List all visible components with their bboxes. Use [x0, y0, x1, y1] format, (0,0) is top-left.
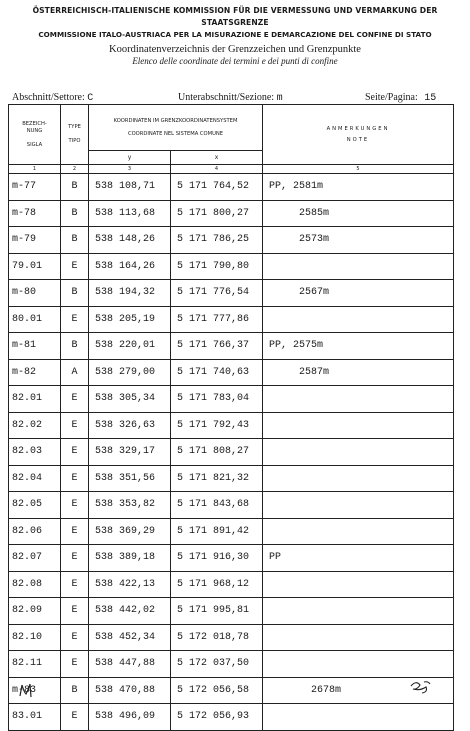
type-header-line: TIPO: [68, 138, 81, 144]
subsection-field: [178, 92, 283, 104]
x-coordinate-cell: 5 171 790,80: [171, 253, 263, 280]
x-coordinate-cell: 5 172 018,78: [171, 624, 263, 651]
type-cell: E: [61, 439, 89, 466]
table-row: [9, 333, 454, 360]
x-coordinate-cell: 5 171 995,81: [171, 598, 263, 625]
designation-cell: 82.02: [9, 412, 61, 439]
type-cell: B: [61, 227, 89, 254]
x-coordinate-cell: 5 171 968,12: [171, 571, 263, 598]
designation-cell: 80.01: [9, 306, 61, 333]
coordinates-header: [89, 105, 263, 151]
y-coordinate-cell: 538 220,01: [89, 333, 171, 360]
note-cell: [263, 571, 454, 598]
y-coordinate-cell: 538 305,34: [89, 386, 171, 413]
remarks-header-italian: NOTE: [346, 136, 370, 143]
note-cell: [263, 492, 454, 519]
table-row: [9, 598, 454, 625]
title-german: Koordinatenverzeichnis der Grenzzeichen und Grenzpunkte: [109, 44, 361, 55]
designation-cell: 83.01: [9, 704, 61, 731]
type-cell: A: [61, 359, 89, 386]
x-coordinate-cell: 5 171 916,30: [171, 545, 263, 572]
y-coordinate-cell: 538 452,34: [89, 624, 171, 651]
note-cell: [263, 412, 454, 439]
page-field: [365, 92, 436, 104]
note-cell: 2573m: [263, 227, 454, 254]
table-row: [9, 465, 454, 492]
note-cell: PP: [263, 545, 454, 572]
y-coordinate-cell: 538 194,32: [89, 280, 171, 307]
designation-header-line: [9, 135, 60, 142]
type-cell: E: [61, 598, 89, 625]
type-cell: B: [61, 677, 89, 704]
y-coordinate-cell: 538 279,00: [89, 359, 171, 386]
x-coordinate-cell: 5 171 777,86: [171, 306, 263, 333]
designation-header: [9, 105, 61, 165]
y-coordinate-cell: 538 442,02: [89, 598, 171, 625]
subsection-value: m: [276, 93, 283, 104]
table-body: [9, 174, 454, 731]
type-cell: B: [61, 333, 89, 360]
column-number: 3: [89, 165, 171, 174]
x-coordinate-cell: 5 171 776,54: [171, 280, 263, 307]
table-row: [9, 253, 454, 280]
note-cell: [263, 439, 454, 466]
type-cell: E: [61, 571, 89, 598]
table-row: [9, 359, 454, 386]
table-row: [9, 174, 454, 201]
designation-cell: 82.04: [9, 465, 61, 492]
x-coordinate-cell: 5 171 808,27: [171, 439, 263, 466]
y-coordinate-cell: 538 447,88: [89, 651, 171, 678]
x-coordinate-cell: 5 171 891,42: [171, 518, 263, 545]
type-cell: E: [61, 704, 89, 731]
y-coordinate-cell: 538 389,18: [89, 545, 171, 572]
designation-cell: 82.03: [9, 439, 61, 466]
designation-cell: 82.11: [9, 651, 61, 678]
note-cell: PP, 2581m: [263, 174, 454, 201]
handwritten-initial-left: [16, 682, 38, 705]
type-cell: E: [61, 492, 89, 519]
column-number: 5: [263, 165, 454, 174]
type-cell: E: [61, 624, 89, 651]
designation-cell: 82.09: [9, 598, 61, 625]
x-coordinate-cell: 5 171 800,27: [171, 200, 263, 227]
note-cell: [263, 386, 454, 413]
designation-cell: m-78: [9, 200, 61, 227]
y-column-header: y: [89, 151, 171, 165]
type-header: [61, 105, 89, 165]
x-coordinate-cell: 5 171 821,32: [171, 465, 263, 492]
type-cell: B: [61, 200, 89, 227]
type-cell: E: [61, 518, 89, 545]
table-row: [9, 624, 454, 651]
y-coordinate-cell: 538 353,82: [89, 492, 171, 519]
type-cell: E: [61, 545, 89, 572]
y-coordinate-cell: 538 113,68: [89, 200, 171, 227]
type-cell: E: [61, 651, 89, 678]
remarks-header-german: ANMERKUNGEN: [326, 125, 390, 132]
table-header: [9, 105, 454, 174]
y-coordinate-cell: 538 422,13: [89, 571, 171, 598]
designation-cell: m-80: [9, 280, 61, 307]
type-cell: E: [61, 465, 89, 492]
remarks-header: [263, 105, 454, 165]
type-cell: B: [61, 280, 89, 307]
y-coordinate-cell: 538 326,63: [89, 412, 171, 439]
y-coordinate-cell: 538 108,71: [89, 174, 171, 201]
designation-cell: 82.01: [9, 386, 61, 413]
table-row: [9, 677, 454, 704]
table-row: [9, 651, 454, 678]
y-coordinate-cell: 538 369,29: [89, 518, 171, 545]
note-cell: [263, 651, 454, 678]
x-coordinate-cell: 5 171 783,04: [171, 386, 263, 413]
type-cell: B: [61, 174, 89, 201]
x-coordinate-cell: 5 171 764,52: [171, 174, 263, 201]
x-coordinate-cell: 5 172 037,50: [171, 651, 263, 678]
x-coordinate-cell: 5 171 740,63: [171, 359, 263, 386]
table-row: [9, 518, 454, 545]
designation-cell: m-81: [9, 333, 61, 360]
x-column-header: x: [171, 151, 263, 165]
y-coordinate-cell: 538 496,09: [89, 704, 171, 731]
x-coordinate-cell: 5 172 056,93: [171, 704, 263, 731]
note-cell: [263, 598, 454, 625]
section-label: Abschnitt/Settore:: [12, 92, 85, 103]
note-cell: [263, 253, 454, 280]
column-number: 4: [171, 165, 263, 174]
table-row: [9, 492, 454, 519]
note-cell: [263, 704, 454, 731]
table-row: [9, 227, 454, 254]
column-number: 2: [61, 165, 89, 174]
handwritten-initial-right: [408, 678, 432, 701]
type-cell: E: [61, 412, 89, 439]
designation-cell: 82.05: [9, 492, 61, 519]
table-row: [9, 545, 454, 572]
note-cell: [263, 518, 454, 545]
subsection-label: Unterabschnitt/Sezione:: [178, 92, 275, 103]
section-value: C: [87, 93, 94, 104]
y-coordinate-cell: 538 329,17: [89, 439, 171, 466]
note-cell: 2587m: [263, 359, 454, 386]
designation-cell: 82.06: [9, 518, 61, 545]
type-header-line: TYPE: [68, 124, 81, 130]
y-coordinate-cell: 538 351,56: [89, 465, 171, 492]
table-row: [9, 412, 454, 439]
type-cell: E: [61, 386, 89, 413]
x-coordinate-cell: 5 171 766,37: [171, 333, 263, 360]
note-cell: 2567m: [263, 280, 454, 307]
table-row: [9, 386, 454, 413]
title-italian: Elenco delle coordinate dei termini e dei punti di confine: [132, 56, 338, 66]
column-number: 1: [9, 165, 61, 174]
coordinates-header-italian: COORDINATE NEL SISTEMA COMUNE: [127, 130, 224, 137]
y-coordinate-cell: 538 164,26: [89, 253, 171, 280]
coordinate-table: [8, 104, 454, 731]
x-coordinate-cell: 5 171 786,25: [171, 227, 263, 254]
type-header-line: [61, 131, 88, 138]
document-title: [0, 43, 470, 67]
y-coordinate-cell: 538 148,26: [89, 227, 171, 254]
type-cell: E: [61, 306, 89, 333]
designation-cell: m-77: [9, 174, 61, 201]
note-cell: PP, 2575m: [263, 333, 454, 360]
page-value: 15: [424, 93, 437, 104]
designation-cell: 82.08: [9, 571, 61, 598]
x-coordinate-cell: 5 172 056,58: [171, 677, 263, 704]
designation-cell: 82.07: [9, 545, 61, 572]
type-cell: E: [61, 253, 89, 280]
coordinates-header-german: KOORDINATEN IM GRENZKOORDINATENSYSTEM: [113, 117, 238, 124]
designation-header-line: SIGLA: [26, 141, 43, 148]
table-row: [9, 704, 454, 731]
commission-header: [0, 5, 470, 41]
table-row: [9, 280, 454, 307]
table-row: [9, 200, 454, 227]
designation-cell: m-79: [9, 227, 61, 254]
designation-header-line: BEZEICH-: [22, 120, 47, 127]
x-coordinate-cell: 5 171 792,43: [171, 412, 263, 439]
note-cell: [263, 306, 454, 333]
y-coordinate-cell: 538 470,88: [89, 677, 171, 704]
designation-cell: m-82: [9, 359, 61, 386]
x-coordinate-cell: 5 171 843,68: [171, 492, 263, 519]
table-row: [9, 306, 454, 333]
note-cell: 2678m: [263, 677, 454, 704]
table-row: [9, 571, 454, 598]
table-row: [9, 439, 454, 466]
header-line-italian: COMMISSIONE ITALO-AUSTRIACA PER LA MISURAZIONE E DEMARCAZIONE DEL CONFINE DI STATO: [38, 30, 432, 39]
note-cell: [263, 465, 454, 492]
header-line-german: ÖSTERREICHISCH-ITALIENISCHE KOMMISSION FÜR DIE VERMESSUNG UND VERMARKUNG DER STAATSGRENZE: [32, 6, 438, 27]
note-cell: 2585m: [263, 200, 454, 227]
designation-cell: 82.10: [9, 624, 61, 651]
designation-cell: m-83: [9, 677, 61, 704]
page-label: Seite/Pagina:: [365, 92, 418, 103]
designation-header-line: NUNG: [26, 127, 43, 134]
section-field: [12, 92, 93, 104]
y-coordinate-cell: 538 205,19: [89, 306, 171, 333]
designation-cell: 79.01: [9, 253, 61, 280]
note-cell: [263, 624, 454, 651]
